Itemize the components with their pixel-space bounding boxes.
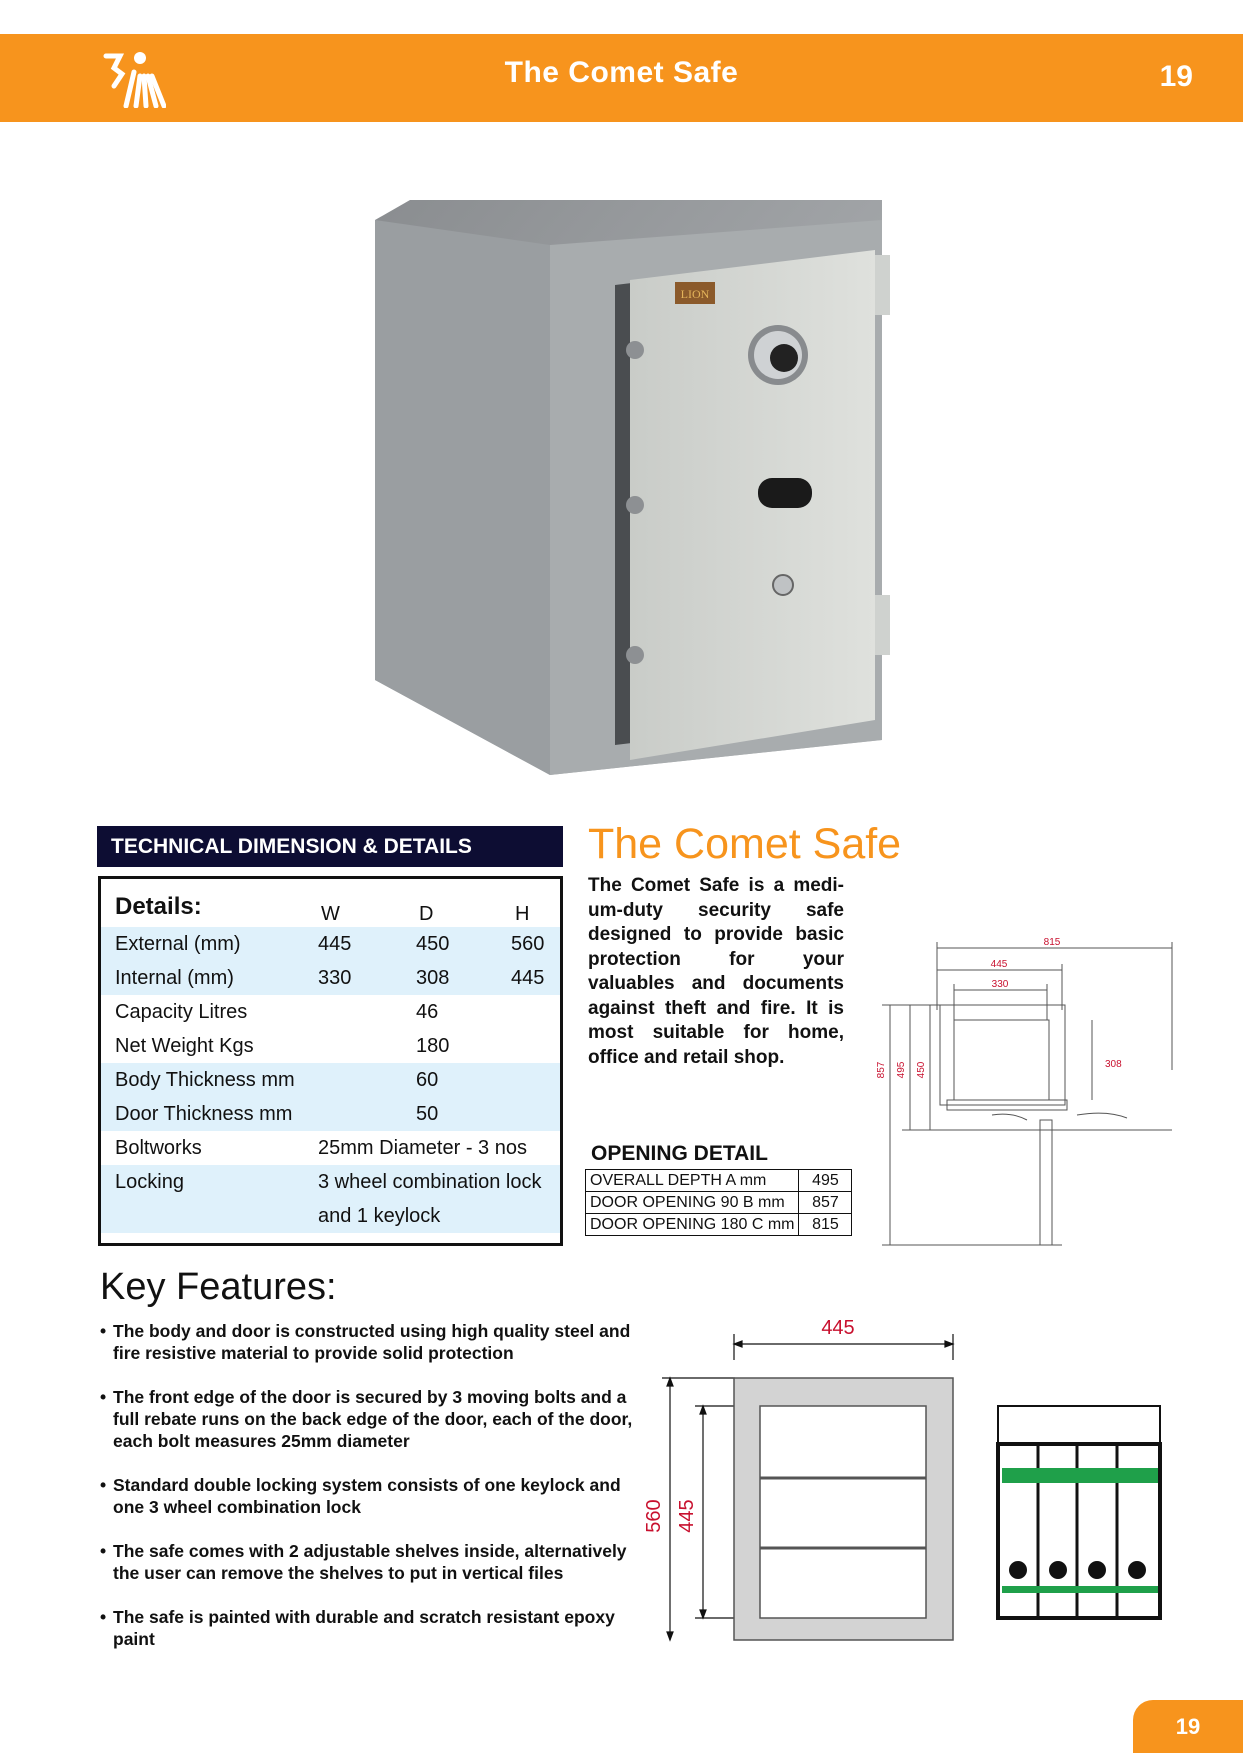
dim-450: 450 xyxy=(916,1061,927,1079)
lion-badge: LION xyxy=(680,287,710,301)
table-row: Body Thickness mm 60 xyxy=(101,1063,560,1097)
footer-page-tab xyxy=(1133,1700,1243,1753)
dim-495: 495 xyxy=(896,1061,907,1079)
table-row: OVERALL DEPTH A mm 495 xyxy=(586,1170,852,1192)
details-table xyxy=(98,876,563,1246)
front-view-drawing xyxy=(640,1310,1170,1660)
header-page-number: 19 xyxy=(1159,60,1193,93)
table-row: DOOR OPENING 90 B mm 857 xyxy=(586,1192,852,1214)
list-item: • The body and door is constructed using high quality steel and fire resistive material to provide solid protection xyxy=(100,1320,640,1364)
key-features-title: Key Features: xyxy=(100,1266,337,1308)
col-d: D xyxy=(419,903,434,925)
table-row: Boltworks 25mm Diameter - 3 nos xyxy=(115,1137,527,1159)
opening-dimension-drawing xyxy=(862,930,1182,1250)
col-w: W xyxy=(321,903,340,925)
list-item: • The safe comes with 2 adjustable shelves inside, alternatively the user can remove the shelves to put in vertical files xyxy=(100,1540,640,1584)
dim-330: 330 xyxy=(991,979,1009,990)
product-title: The Comet Safe xyxy=(588,820,902,868)
dim-308: 308 xyxy=(1105,1059,1122,1070)
details-label: Details: xyxy=(115,893,202,920)
list-item: • The safe is painted with durable and scratch resistant epoxy paint xyxy=(100,1606,640,1650)
key-features-list xyxy=(100,1320,640,1672)
table-row: Capacity Litres 46 xyxy=(115,1001,439,1023)
table-row: DOOR OPENING 180 C mm 815 xyxy=(586,1214,852,1236)
table-row: Locking 3 wheel combination lock and 1 keylock xyxy=(101,1165,560,1233)
product-description: The Comet Safe is a medi-um-duty security safe designed to provide basic protection for your valuables and documents against theft and fire. It is most suitable for home, office and retail shop. xyxy=(588,875,844,1068)
dim-857: 857 xyxy=(876,1061,887,1079)
table-row: Internal (mm) 330 308 445 xyxy=(101,961,560,995)
safe-photo xyxy=(370,200,890,780)
list-item: • The front edge of the door is secured by 3 moving bolts and a full rebate runs on the back edge of the door, each of the door, each bolt measures 25mm diameter xyxy=(100,1386,640,1452)
col-h: H xyxy=(515,903,530,925)
opening-detail-title: OPENING DETAIL xyxy=(591,1142,768,1165)
front-width-label: 445 xyxy=(821,1317,855,1339)
front-outer-height-label: 560 xyxy=(643,1499,665,1533)
table-row: Door Thickness mm 50 xyxy=(101,1097,560,1131)
dim-815: 815 xyxy=(1043,937,1061,948)
header-bar xyxy=(0,34,1243,122)
list-item: • Standard double locking system consists of one keylock and one 3 wheel combination lock xyxy=(100,1474,640,1518)
technical-dimensions-heading: TECHNICAL DIMENSION & DETAILS xyxy=(97,826,563,867)
opening-detail-table xyxy=(585,1169,852,1236)
table-row: Net Weight Kgs 180 xyxy=(115,1035,450,1057)
details-header-row xyxy=(101,897,560,931)
table-row: External (mm) 445 450 560 xyxy=(101,927,560,961)
front-inner-height-label: 445 xyxy=(676,1499,698,1533)
footer-page-number: 19 xyxy=(1175,1714,1201,1739)
dim-445: 445 xyxy=(990,959,1008,970)
header-title: The Comet Safe xyxy=(504,56,739,89)
